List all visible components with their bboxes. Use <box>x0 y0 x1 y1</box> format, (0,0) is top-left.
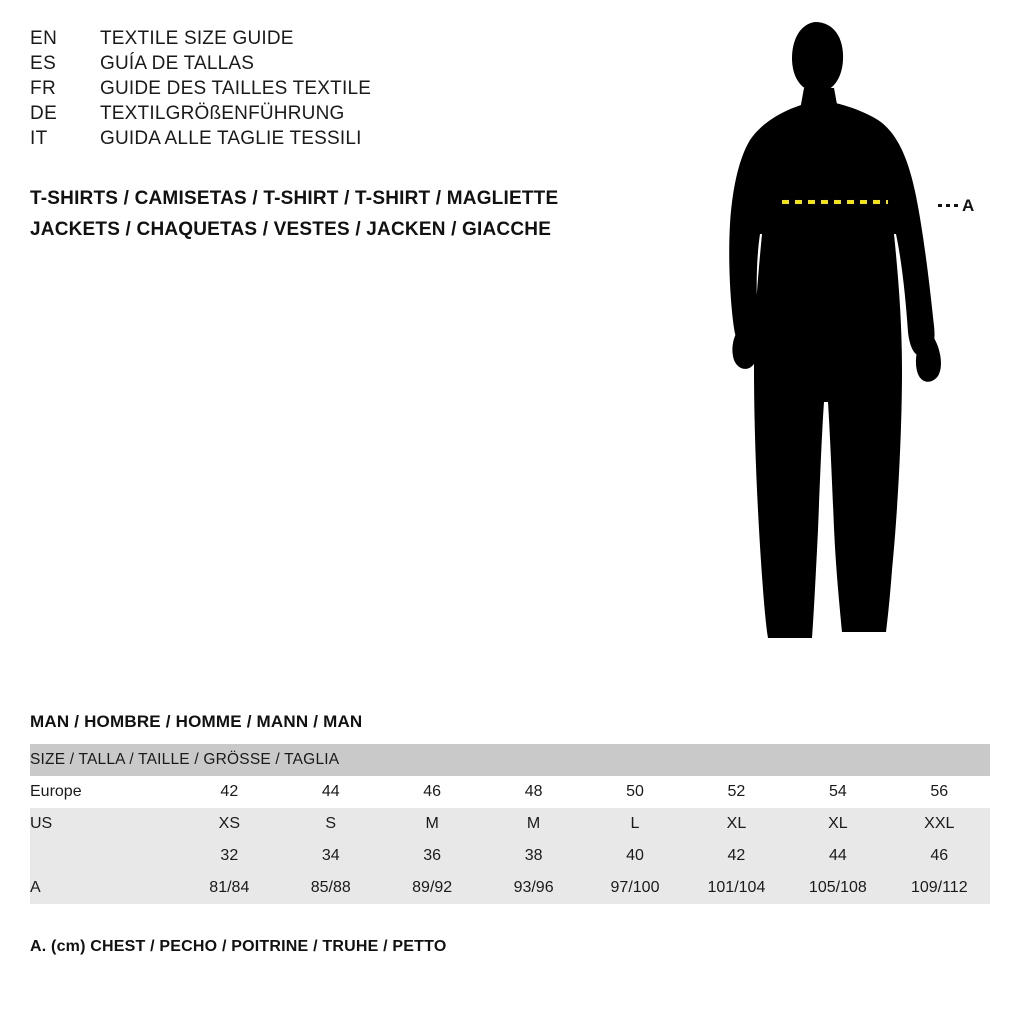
cell-value: 89/92 <box>381 872 482 904</box>
cell-value: XL <box>686 808 787 840</box>
cell-value: 46 <box>889 840 990 872</box>
cell-value: 105/108 <box>787 872 888 904</box>
cell-value: 56 <box>889 776 990 808</box>
language-row <box>30 53 650 75</box>
category-tshirts: T-SHIRTS / CAMISETAS / T-SHIRT / T-SHIRT / MAGLIETTE <box>30 188 559 209</box>
table-title: MAN / HOMBRE / HOMME / MANN / MAN <box>30 712 363 731</box>
language-header-list <box>30 28 650 153</box>
measure-leader-dots <box>938 204 958 207</box>
cell-value: 48 <box>483 776 584 808</box>
language-row <box>30 128 650 150</box>
row-label: Europe <box>30 776 179 808</box>
silhouette-svg <box>700 10 1010 670</box>
cell-value: 101/104 <box>686 872 787 904</box>
language-code: FR <box>30 78 57 99</box>
table-row <box>30 808 990 840</box>
language-title: TEXTILGRÖßENFÜHRUNG <box>100 103 345 124</box>
cell-value: S <box>280 808 381 840</box>
cell-value: 54 <box>787 776 888 808</box>
language-code: ES <box>30 53 57 74</box>
table-row <box>30 840 990 872</box>
measure-label-a: A <box>962 196 975 215</box>
row-label: A <box>30 872 179 904</box>
row-label: US <box>30 808 179 840</box>
language-title: GUIDA ALLE TAGLIE TESSILI <box>100 128 362 149</box>
language-title: GUÍA DE TALLAS <box>100 53 255 74</box>
cell-value: 42 <box>179 776 280 808</box>
cell-value: 42 <box>686 840 787 872</box>
language-title: GUIDE DES TAILLES TEXTILE <box>100 78 372 99</box>
cell-value: 34 <box>280 840 381 872</box>
language-row <box>30 78 650 100</box>
table-row <box>30 776 990 808</box>
table-header-label: SIZE / TALLA / TAILLE / GRÖSSE / TAGLIA <box>30 744 990 776</box>
cell-value: 85/88 <box>280 872 381 904</box>
cell-value: 93/96 <box>483 872 584 904</box>
language-row <box>30 103 650 125</box>
cell-value: 52 <box>686 776 787 808</box>
cell-value: 32 <box>179 840 280 872</box>
category-list <box>30 188 670 250</box>
language-code: EN <box>30 28 58 49</box>
size-table-section <box>30 712 990 904</box>
cell-value: M <box>381 808 482 840</box>
language-row <box>30 28 650 50</box>
cell-value: 36 <box>381 840 482 872</box>
cell-value: 44 <box>280 776 381 808</box>
man-silhouette-figure <box>700 10 1010 670</box>
cell-value: 97/100 <box>584 872 685 904</box>
cell-value: M <box>483 808 584 840</box>
row-label <box>30 840 179 872</box>
category-jackets: JACKETS / CHAQUETAS / VESTES / JACKEN / GIACCHE <box>30 219 552 240</box>
cell-value: 109/112 <box>889 872 990 904</box>
cell-value: XL <box>787 808 888 840</box>
cell-value: 46 <box>381 776 482 808</box>
language-title: TEXTILE SIZE GUIDE <box>100 28 294 49</box>
language-code: DE <box>30 103 58 124</box>
table-row <box>30 872 990 904</box>
language-code: IT <box>30 128 48 149</box>
cell-value: L <box>584 808 685 840</box>
footnote-chest-measurement: A. (cm) CHEST / PECHO / POITRINE / TRUHE / PETTO <box>30 938 447 955</box>
size-table <box>30 744 990 904</box>
cell-value: 38 <box>483 840 584 872</box>
cell-value: XXL <box>889 808 990 840</box>
cell-value: XS <box>179 808 280 840</box>
cell-value: 44 <box>787 840 888 872</box>
cell-value: 50 <box>584 776 685 808</box>
cell-value: 40 <box>584 840 685 872</box>
cell-value: 81/84 <box>179 872 280 904</box>
table-header-row <box>30 744 990 776</box>
